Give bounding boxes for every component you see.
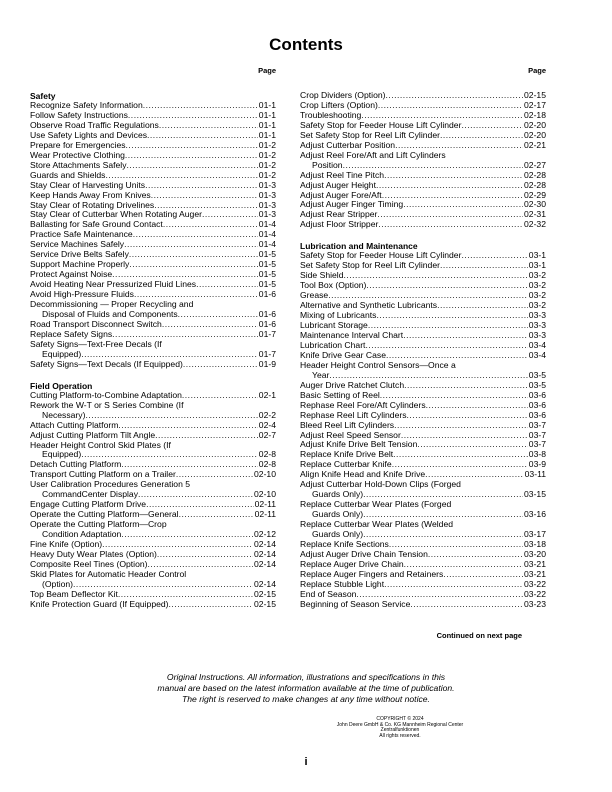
entry-title: (Option) (42, 578, 74, 589)
toc-entry-line (300, 421, 546, 431)
entry-title-line: Header Height Control Skid Plates (If (30, 439, 171, 450)
entry-title: Troubleshooting (300, 109, 362, 120)
copyright-line: COPYRIGHT © 2024 (376, 716, 424, 722)
entry-title: Set Safety Stop for Reel Lift Cylinder (300, 129, 440, 140)
toc-entry (300, 361, 546, 381)
entry-title: Alternative and Synthetic Lubricants (300, 300, 438, 311)
entry-title: Grease (300, 290, 329, 301)
toc-entry (30, 340, 276, 360)
section-heading: Field Operation (30, 380, 93, 391)
toc-entry (300, 480, 546, 500)
dot-leader (178, 310, 258, 320)
entry-title: Adjust Reel Tine Pitch (300, 169, 385, 180)
entry-title: Stay Clear of Cutterbar When Rotating Auger (30, 209, 202, 220)
entry-title: Adjust Floor Stripper (300, 219, 379, 230)
entry-page: 03-3 (528, 310, 546, 321)
dot-leader (124, 240, 258, 250)
entry-title: Side Shield (300, 270, 344, 281)
toc-entry (30, 480, 276, 500)
dot-leader (343, 271, 527, 281)
entry-page: 02-15 (524, 90, 546, 100)
dot-leader (404, 381, 528, 391)
entry-page: 01-5 (258, 269, 276, 280)
dot-leader (403, 331, 528, 341)
dot-leader (366, 281, 527, 291)
entry-page: 03-22 (524, 588, 546, 599)
toc-entry (30, 401, 276, 421)
toc-entry (300, 600, 546, 610)
entry-page: 03-20 (524, 548, 546, 559)
entry-page: 02-17 (524, 99, 546, 110)
entry-page: 01-6 (258, 289, 276, 300)
entry-page: 03-4 (528, 339, 546, 350)
entry-title: Mixing of Lubricants (300, 310, 377, 321)
entry-title-line: Adjust Cutterbar Hold-Down Clips (Forged (300, 479, 461, 490)
entry-title: Engage Cutting Platform Drive (30, 499, 147, 510)
entry-page: 01-2 (258, 149, 276, 160)
copyright-line: Zentralfunktionen (380, 727, 420, 734)
dot-leader (401, 431, 528, 441)
entry-page: 01-7 (258, 328, 276, 339)
entry-title: Necessary) (42, 409, 86, 420)
entry-page: 03-2 (528, 270, 546, 281)
entry-page: 03-23 (524, 598, 546, 609)
entry-page: 02-21 (524, 139, 546, 150)
toc-entry-line (300, 600, 546, 610)
page-number: i (304, 756, 308, 768)
notice-line: manual are based on the latest information available at the time of publication. (157, 683, 455, 693)
continued-note: Continued on next page (436, 631, 522, 640)
dot-leader (376, 311, 527, 321)
dot-leader (461, 121, 523, 131)
entry-title: Replace Cutterbar Knife (300, 459, 392, 470)
entry-title: Adjust Knife Drive Belt Tension (300, 439, 418, 450)
entry-page: 03-5 (528, 369, 546, 380)
dot-leader (378, 101, 523, 111)
entry-page: 03-15 (524, 489, 546, 500)
entry-page: 03-1 (528, 250, 546, 261)
entry-page: 02-18 (524, 109, 546, 120)
dot-leader (202, 210, 258, 220)
entry-title: Stay Clear of Rotating Drivelines (30, 199, 155, 210)
entry-page: 02-14 (254, 539, 276, 550)
entry-page: 02-12 (254, 529, 276, 540)
entry-page: 01-1 (258, 100, 276, 110)
dot-leader (129, 260, 257, 270)
entry-title: End of Season (300, 588, 357, 599)
dot-leader (129, 250, 258, 260)
dot-leader (376, 181, 523, 191)
entry-title-line: Adjust Reel Fore/Aft and Lift Cylinders (300, 149, 446, 160)
entry-title: Keep Hands Away From Knives (30, 189, 151, 200)
entry-page: 01-2 (258, 169, 276, 180)
entry-title: Condition Adaptation (42, 529, 122, 540)
entry-page: 02-8 (258, 449, 276, 460)
entry-title: Lubrication Chart (300, 339, 366, 350)
dot-leader (417, 440, 527, 450)
entry-title: Top Beam Deflector Kit (30, 588, 118, 599)
entry-title: Auger Drive Ratchet Clutch (300, 379, 405, 390)
entry-title: Adjust Auger Drive Chain Tension (300, 548, 428, 559)
page-title: Contents (269, 35, 343, 54)
entry-page: 02-15 (254, 588, 276, 599)
page-column-label: Page (258, 66, 276, 75)
entry-title: Lubricant Storage (300, 320, 368, 331)
entry-page: 02-11 (254, 509, 276, 520)
toc-entry-line (300, 281, 546, 291)
toc-entry (30, 520, 276, 540)
toc-column-left (30, 66, 276, 621)
entry-title: Beginning of Season Service (300, 598, 411, 609)
entry-page: 03-3 (528, 320, 546, 331)
entry-title: Guards Only) (312, 509, 364, 520)
entry-page: 01-6 (258, 309, 276, 320)
dot-leader (365, 341, 527, 351)
entry-page: 01-3 (258, 209, 276, 220)
entry-page: 01-5 (258, 279, 276, 290)
entry-title: Crop Lifters (Option) (300, 99, 378, 110)
entry-title: Service Machines Safely (30, 239, 125, 250)
entry-title: Safety Stop for Feeder House Lift Cylinder (300, 119, 462, 130)
toc-entry (300, 220, 546, 230)
entry-title: Observe Road Traffic Regulations (30, 119, 159, 130)
entry-title: Replace Knife Sections (300, 538, 389, 549)
notice-line: The right is reserved to make changes at any time without notice. (182, 694, 430, 704)
entry-title: Detach Cutting Platform (30, 459, 122, 470)
entry-page: 01-1 (258, 119, 276, 130)
toc-entry (300, 281, 546, 291)
entry-page: 01-5 (258, 249, 276, 260)
dot-leader (461, 251, 527, 261)
entry-page: 01-3 (258, 189, 276, 200)
dot-leader (437, 301, 528, 311)
entry-title: Support Machine Properly (30, 259, 130, 270)
entry-title: Practice Safe Maintenance (30, 229, 133, 240)
entry-title: Rephase Reel Lift Cylinders (300, 409, 407, 420)
entry-page: 01-3 (258, 199, 276, 210)
entry-page: 03-7 (528, 439, 546, 450)
toc-entry (300, 421, 546, 431)
entry-page: 02-32 (524, 219, 546, 230)
entry-page: 03-2 (528, 300, 546, 311)
entry-title: Replace Knife Drive Belt (300, 449, 394, 460)
entry-title: Position (312, 159, 343, 170)
entry-page: 03-17 (524, 529, 546, 540)
entry-title-line: Operate the Cutting Platform—Crop (30, 519, 167, 530)
dot-leader (407, 411, 528, 421)
entry-page: 03-16 (524, 509, 546, 520)
entry-page: 01-4 (258, 219, 276, 230)
toc-entry (30, 300, 276, 320)
entry-page: 03-9 (528, 459, 546, 470)
entry-page: 03-1 (528, 260, 546, 271)
dot-leader (121, 530, 253, 540)
toc-entry-line (30, 431, 276, 441)
dot-leader (183, 360, 258, 370)
dot-leader (179, 510, 254, 520)
toc-column-right (300, 66, 546, 621)
entry-page: 02-10 (254, 469, 276, 480)
entry-title: Replace Auger Fingers and Retainers (300, 568, 444, 579)
entry-page: 02-31 (524, 209, 546, 220)
entry-page: 01-4 (258, 239, 276, 250)
entry-title-line: Header Height Control Sensors—Once a (300, 359, 456, 370)
dot-leader (440, 261, 528, 271)
dot-leader (426, 401, 528, 411)
copyright-line: All rights reserved. (379, 732, 421, 739)
toc-entry (30, 431, 276, 441)
toc-entry (30, 360, 276, 370)
entry-title: Replace Auger Drive Chain (300, 558, 404, 569)
entry-page: 03-21 (524, 558, 546, 569)
entry-page: 02-2 (258, 409, 276, 420)
toc-entry (300, 151, 546, 171)
entry-page: 01-9 (258, 358, 276, 369)
entry-page: 02-4 (258, 419, 276, 430)
entry-page: 02-20 (524, 119, 546, 130)
dot-leader (163, 220, 258, 230)
dot-leader (428, 550, 523, 560)
toc-entry (30, 441, 276, 461)
entry-title-line: Replace Cutterbar Wear Plates (Forged (300, 499, 452, 510)
dot-leader (384, 580, 523, 590)
entry-title: Recognize Safety Information (30, 100, 143, 110)
entry-title: Wear Protective Clothing (30, 149, 125, 160)
entry-page: 01-1 (258, 129, 276, 140)
entry-title: Adjust Rear Stripper (300, 209, 378, 220)
entry-page: 03-8 (528, 449, 546, 460)
entry-title: Follow Safety Instructions (30, 109, 128, 120)
toc-section (30, 91, 276, 370)
entry-title: Prepare for Emergencies (30, 139, 126, 150)
toc-sections (300, 91, 546, 610)
entry-title-line: Skid Plates for Automatic Header Control (30, 568, 187, 579)
entry-page: 03-18 (524, 538, 546, 549)
entry-title: Tool Box (Option) (300, 280, 367, 291)
dot-leader (443, 570, 523, 580)
entry-page: 01-3 (258, 179, 276, 190)
dot-leader (384, 171, 523, 181)
entry-page: 02-1 (258, 389, 276, 400)
entry-title-line: User Calibration Procedures Generation 5 (30, 479, 191, 490)
entry-page: 01-2 (258, 139, 276, 150)
entry-title: Avoid High-Pressure Fluids (30, 289, 134, 300)
entry-title: Service Drive Belts Safely (30, 249, 129, 260)
entry-title: Maintenance Interval Chart (300, 329, 404, 340)
entry-title-line: Rework the W-T or S Series Combine (If (30, 399, 184, 410)
toc-entry (30, 570, 276, 590)
entry-title: Store Attachments Safely (30, 159, 127, 170)
dot-leader (143, 101, 258, 111)
entry-page: 02-27 (524, 159, 546, 170)
entry-title: Safety Stop for Feeder House Lift Cylinder (300, 250, 462, 261)
toc-section (300, 241, 546, 609)
dot-leader (403, 200, 523, 210)
dot-leader (145, 181, 258, 191)
copyright-line: John Deere GmbH & Co. KG Mannheim Regional Center (336, 721, 464, 728)
entry-page: 01-4 (258, 229, 276, 240)
dot-leader (377, 210, 523, 220)
dot-leader (138, 490, 253, 500)
dot-leader (162, 320, 258, 330)
entry-title: Basic Setting of Reel (300, 389, 380, 400)
dot-leader (182, 391, 258, 401)
entry-page: 02-8 (258, 459, 276, 470)
entry-title-line: Decommissioning — Proper Recycling and (30, 299, 194, 310)
entry-title: Operate the Cutting Platform—General (30, 509, 179, 520)
entry-page: 03-7 (528, 419, 546, 430)
entry-page: 02-14 (254, 558, 276, 569)
entry-page: 03-6 (528, 409, 546, 420)
dot-leader (151, 191, 258, 201)
entry-title: Heavy Duty Wear Plates (Option) (30, 548, 157, 559)
entry-title: Crop Dividers (Option) (300, 90, 386, 100)
toc-entry-line (300, 220, 546, 230)
entry-title: Road Transport Disconnect Switch (30, 318, 162, 329)
dot-leader (385, 91, 523, 101)
entry-title: Knife Protection Guard (If Equipped) (30, 598, 169, 609)
entry-page: 03-21 (524, 568, 546, 579)
dot-leader (127, 161, 258, 171)
toc-sections (30, 91, 276, 610)
page-column-label: Page (528, 66, 546, 75)
entry-page: 02-7 (258, 429, 276, 440)
toc-entry (30, 600, 276, 610)
entry-title: Equipped) (42, 449, 82, 460)
entry-title: Use Safety Lights and Devices (30, 129, 148, 140)
entry-page: 02-15 (254, 598, 276, 609)
entry-page: 03-2 (528, 290, 546, 301)
entry-page: 01-6 (258, 318, 276, 329)
entry-title: Align Knife Head and Knife Drive (300, 469, 426, 480)
entry-page: 02-30 (524, 199, 546, 210)
entry-page: 03-6 (528, 389, 546, 400)
entry-page: 03-11 (524, 469, 546, 480)
entry-page: 03-7 (528, 429, 546, 440)
entry-page: 02-14 (254, 548, 276, 559)
notice-line: Original Instructions. All information, illustrations and specifications in this (166, 672, 446, 682)
dot-leader (196, 280, 258, 290)
toc-section (300, 91, 546, 230)
entry-title: Knife Drive Gear Case (300, 349, 386, 360)
entry-title: Bleed Reel Lift Cylinders (300, 419, 395, 430)
entry-page: 01-1 (258, 109, 276, 120)
entry-page: 03-6 (528, 399, 546, 410)
entry-title: Year (312, 369, 330, 380)
entry-title: Guards Only) (312, 529, 364, 540)
dot-leader (378, 220, 523, 230)
entry-title: Avoid Heating Near Pressurized Fluid Lines (30, 279, 197, 290)
entry-title: Replace Stubble Light (300, 578, 385, 589)
entry-title: Stay Clear of Harvesting Units (30, 179, 146, 190)
entry-title: Rephase Reel Fore/Aft Cylinders (300, 399, 426, 410)
entry-page: 03-22 (524, 578, 546, 589)
entry-page: 03-5 (528, 379, 546, 390)
toc-entry-line (30, 360, 276, 370)
dot-leader (169, 600, 253, 610)
entry-page: 02-28 (524, 169, 546, 180)
entry-title: Guards and Shields (30, 169, 106, 180)
entry-title: Transport Cutting Platform on a Trailer (30, 469, 176, 480)
entry-title: Adjust Auger Fore/Aft (300, 189, 382, 200)
section-heading: Safety (30, 91, 56, 101)
entry-title: Replace Safety Signs (30, 328, 113, 339)
entry-page: 01-5 (258, 259, 276, 270)
entry-title: Fine Knife (Option) (30, 539, 103, 550)
entry-title: Guards Only) (312, 489, 364, 500)
entry-page: 02-10 (254, 489, 276, 500)
dot-leader (440, 131, 523, 141)
entry-title: Adjust Auger Finger Timing (300, 199, 404, 210)
entry-page: 03-4 (528, 349, 546, 360)
dot-leader (410, 600, 523, 610)
entry-page: 02-14 (254, 578, 276, 589)
toc-section (30, 381, 276, 610)
entry-page: 02-11 (254, 499, 276, 510)
entry-title: Disposal of Fluids and Components (42, 309, 178, 320)
entry-title: Safety Signs—Text Decals (If Equipped) (30, 358, 183, 369)
entry-page: 02-29 (524, 189, 546, 200)
entry-title: Equipped) (42, 348, 82, 359)
dot-leader (393, 450, 528, 460)
entry-title: Set Safety Stop for Reel Lift Cylinder (300, 260, 440, 271)
dot-leader (126, 141, 258, 151)
entry-title: Adjust Auger Height (300, 179, 376, 190)
toc-entry (300, 520, 546, 540)
dot-leader (133, 230, 258, 240)
entry-title: Composite Reel Tines (Option) (30, 558, 148, 569)
dot-leader (125, 151, 258, 161)
entry-title: Adjust Reel Speed Sensor (300, 429, 401, 440)
entry-page: 03-3 (528, 329, 546, 340)
entry-title-line: Safety Signs—Text-Free Decals (If (30, 338, 162, 349)
entry-page: 02-28 (524, 179, 546, 190)
entry-title: Cutting Platform-to-Combine Adaptation (30, 389, 182, 400)
entry-title: CommandCenter Display (42, 489, 138, 500)
dot-leader (159, 121, 258, 131)
entry-page: 01-7 (258, 348, 276, 359)
entry-title-line: Replace Cutterbar Wear Plates (Welded (300, 519, 454, 530)
entry-page: 01-2 (258, 159, 276, 170)
dot-leader (147, 131, 258, 141)
toc-entry-line (30, 600, 276, 610)
copyright-block (335, 717, 465, 739)
toc-entry (300, 500, 546, 520)
entry-title: Adjust Cutting Platform Tilt Angle (30, 429, 156, 440)
entry-page: 02-20 (524, 129, 546, 140)
notice-text (0, 672, 612, 705)
section-heading: Lubrication and Maintenance (300, 241, 418, 252)
entry-page: 03-2 (528, 280, 546, 291)
entry-title: Ballasting for Safe Ground Contact (30, 219, 163, 230)
dot-leader (394, 421, 528, 431)
dot-leader (155, 431, 258, 441)
entry-title: Adjust Cutterbar Position (300, 139, 396, 150)
entry-title: Attach Cutting Platform (30, 419, 119, 430)
entry-title: Protect Against Noise (30, 269, 113, 280)
dot-leader (157, 550, 253, 560)
